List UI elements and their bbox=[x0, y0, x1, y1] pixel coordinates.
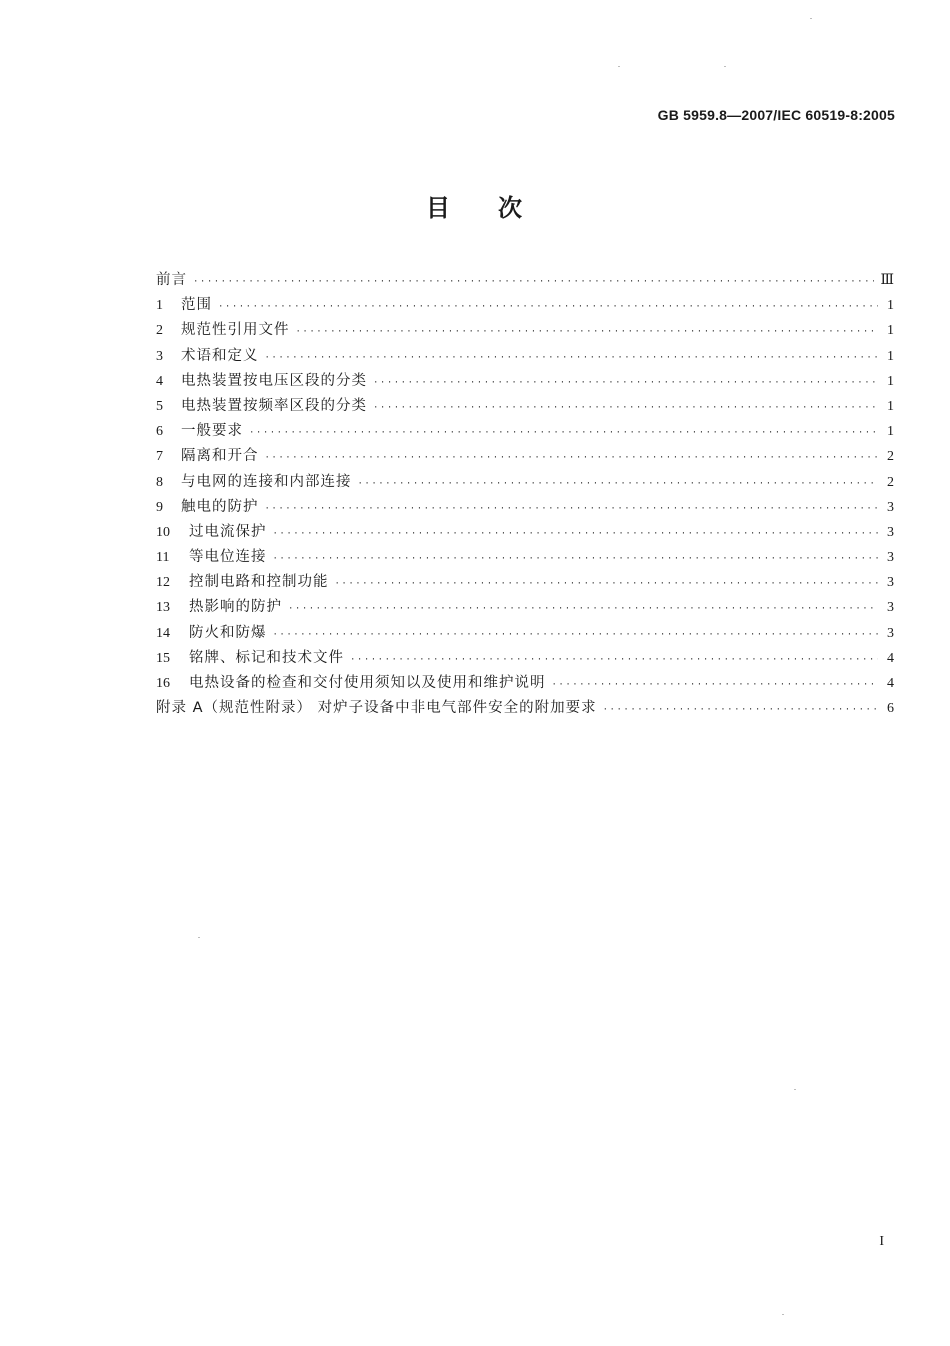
toc-entry-label: 热影响的防护 bbox=[189, 599, 282, 616]
dot-leader bbox=[249, 421, 878, 446]
toc-entry-page: 2 bbox=[887, 449, 894, 465]
toc-entry[interactable] bbox=[156, 369, 894, 394]
toc-entry[interactable] bbox=[156, 344, 894, 369]
toc-entry-number: 3 bbox=[156, 348, 163, 364]
scan-speck bbox=[794, 1089, 796, 1090]
toc-entry-label: 前言 bbox=[156, 272, 187, 288]
toc-entry[interactable] bbox=[156, 444, 894, 469]
toc-entry-label: 规范性引用文件 bbox=[181, 322, 290, 339]
dot-leader bbox=[552, 673, 879, 698]
toc-entry-page: 1 bbox=[887, 373, 894, 389]
toc-entry[interactable] bbox=[156, 671, 894, 696]
toc-entry-number: 13 bbox=[156, 600, 170, 616]
toc-entry-label: 等电位连接 bbox=[189, 549, 267, 566]
toc-entry-page: 3 bbox=[887, 499, 894, 515]
dot-leader bbox=[218, 295, 878, 320]
toc-entry-number: 1 bbox=[156, 298, 163, 314]
toc-entry[interactable] bbox=[156, 621, 894, 646]
toc-entry[interactable] bbox=[156, 570, 894, 595]
toc-entry[interactable] bbox=[156, 595, 894, 620]
toc-entry[interactable] bbox=[156, 318, 894, 343]
toc-entry-foreword[interactable] bbox=[156, 268, 894, 293]
dot-leader bbox=[373, 396, 878, 421]
dot-leader bbox=[296, 320, 879, 345]
toc-entry-label: 术语和定义 bbox=[181, 347, 259, 364]
toc-entry-label: 隔离和开合 bbox=[181, 448, 259, 465]
toc-entry-label: 一般要求 bbox=[181, 423, 243, 440]
toc-entry-label: 过电流保护 bbox=[189, 523, 267, 540]
toc-entry-page: 1 bbox=[887, 323, 894, 339]
page-number: I bbox=[879, 1234, 884, 1249]
toc-entry-page: 1 bbox=[887, 298, 894, 314]
toc-entry-page: 4 bbox=[887, 650, 894, 666]
toc-entry-number: 15 bbox=[156, 650, 170, 666]
toc-entry[interactable] bbox=[156, 495, 894, 520]
toc-entry-number: 9 bbox=[156, 499, 163, 515]
toc-entry-number: 16 bbox=[156, 676, 170, 691]
standard-number-header: GB 5959.8—2007/IEC 60519-8:2005 bbox=[657, 107, 895, 123]
scan-speck bbox=[618, 66, 620, 67]
dot-leader bbox=[373, 371, 878, 396]
dot-leader bbox=[288, 597, 878, 622]
page-title bbox=[0, 188, 950, 223]
toc-entry-page: 1 bbox=[887, 424, 894, 440]
dot-leader bbox=[265, 497, 879, 522]
dot-leader bbox=[193, 270, 874, 295]
toc-entry-label: 防火和防爆 bbox=[189, 624, 267, 641]
toc-entry-page: 3 bbox=[887, 524, 894, 540]
toc-entry-page: 3 bbox=[887, 625, 894, 641]
toc-entry-number: 12 bbox=[156, 575, 170, 591]
dot-leader bbox=[265, 346, 879, 371]
title-char-1: 目 bbox=[426, 194, 452, 222]
toc-entry-label: 电热装置按频率区段的分类 bbox=[181, 397, 367, 414]
dot-leader bbox=[265, 446, 879, 471]
dot-leader bbox=[273, 522, 879, 547]
title-char-2: 次 bbox=[498, 194, 524, 222]
scan-speck bbox=[724, 66, 726, 67]
toc-entry-number: 11 bbox=[156, 550, 170, 566]
toc-entry-page: 3 bbox=[887, 550, 894, 566]
toc-entry-page: 4 bbox=[887, 676, 894, 691]
toc-entry-annex-a[interactable] bbox=[156, 696, 894, 721]
toc-entry-label: 电热设备的检查和交付使用须知以及使用和维护说明 bbox=[189, 675, 546, 691]
toc-entry-label: 与电网的连接和内部连接 bbox=[181, 473, 352, 490]
toc-entry-label: 触电的防护 bbox=[181, 498, 259, 515]
toc-entry-page: 6 bbox=[887, 701, 894, 717]
toc-entry-page: Ⅲ bbox=[880, 273, 894, 288]
toc-entry-page: 3 bbox=[887, 600, 894, 616]
toc-entry-number: 10 bbox=[156, 524, 170, 540]
toc-entry-page: 2 bbox=[887, 474, 894, 490]
toc-entry-page: 3 bbox=[887, 575, 894, 591]
toc-entry-number: 2 bbox=[156, 323, 163, 339]
toc-entry-number: 8 bbox=[156, 474, 163, 490]
toc-entry-label: 范围 bbox=[181, 297, 212, 314]
toc-entry[interactable] bbox=[156, 293, 894, 318]
toc-entry-label: 铭牌、标记和技术文件 bbox=[189, 649, 344, 666]
toc-entry[interactable] bbox=[156, 394, 894, 419]
toc-entry-number: 6 bbox=[156, 424, 163, 440]
dot-leader bbox=[350, 648, 878, 673]
toc-entry-number: 4 bbox=[156, 373, 163, 389]
toc-entry[interactable] bbox=[156, 545, 894, 570]
toc-entry-number: 7 bbox=[156, 449, 163, 465]
toc-entry[interactable] bbox=[156, 646, 894, 671]
toc-entry-label: 控制电路和控制功能 bbox=[189, 574, 329, 591]
toc-entry-label: 电热装置按电压区段的分类 bbox=[181, 372, 367, 389]
toc-entry-number: 14 bbox=[156, 625, 170, 641]
toc-entry[interactable] bbox=[156, 470, 894, 495]
dot-leader bbox=[335, 572, 879, 597]
dot-leader bbox=[358, 472, 879, 497]
toc-entry-label: 附录 A（规范性附录） 对炉子设备中非电气部件安全的附加要求 bbox=[156, 700, 597, 717]
toc-entry[interactable] bbox=[156, 419, 894, 444]
toc-entry-page: 1 bbox=[887, 398, 894, 414]
toc-entry-number: 5 bbox=[156, 398, 163, 414]
toc-entry-page: 1 bbox=[887, 348, 894, 364]
scan-speck bbox=[198, 937, 200, 938]
scan-speck bbox=[782, 1314, 784, 1315]
dot-leader bbox=[273, 547, 879, 572]
dot-leader bbox=[603, 698, 878, 723]
dot-leader bbox=[273, 623, 879, 648]
toc-entry[interactable] bbox=[156, 520, 894, 545]
scan-speck bbox=[810, 18, 812, 19]
table-of-contents bbox=[156, 268, 894, 721]
